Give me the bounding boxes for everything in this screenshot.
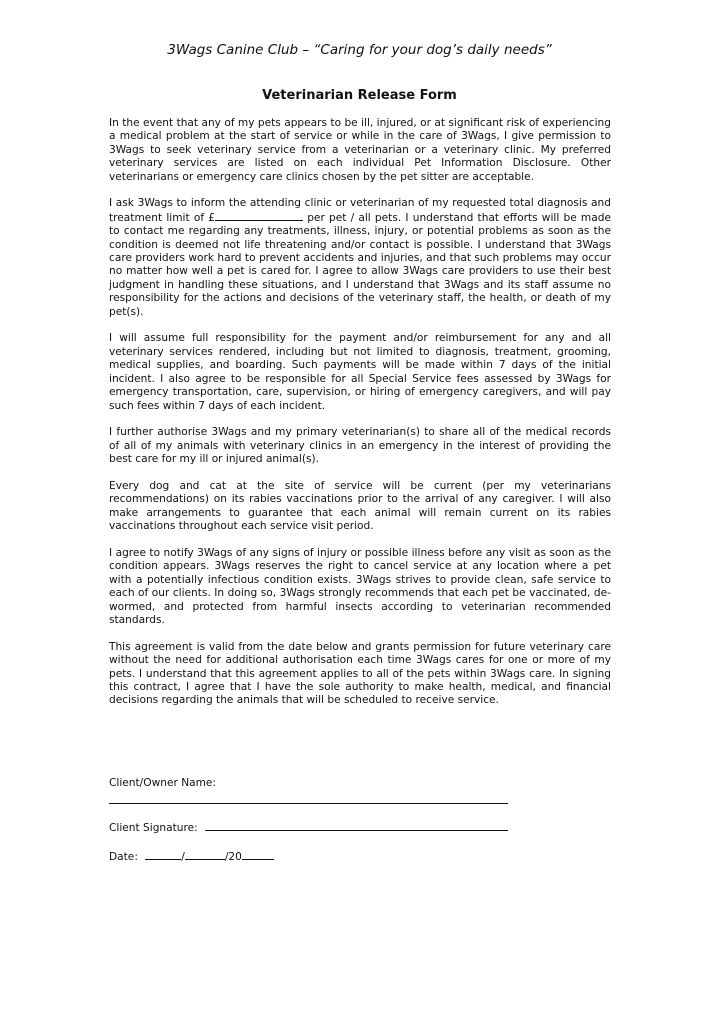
client-signature-label: Client Signature: bbox=[109, 822, 198, 834]
paragraph-2 bbox=[109, 197, 611, 319]
client-signature-line[interactable] bbox=[205, 820, 508, 831]
date-century: 20 bbox=[228, 851, 242, 863]
treatment-limit-blank[interactable] bbox=[215, 211, 303, 221]
date-label: Date: bbox=[109, 851, 138, 863]
date-separator-2: / bbox=[224, 851, 229, 863]
paragraph-2-end: per pet / all pets. I understand that efforts will be made to contact me regarding any treatments, illness, injury, or potential problems as soon as the condition is deemed not life threatening and/or contact is possible. I understand that 3Wags care providers work hard to prevent accidents and injuries, and that such problems may occur no matter how well a pet is cared for. I agree to allow 3Wags care providers to use their best judgment in handling these situations, and I understand that 3Wags and its staff assume no responsibility for the actions and decisions of the veterinary staff, the health, or death of my pet(s). bbox=[109, 211, 611, 318]
paragraph-2-start: I ask 3Wags to inform the attending clinic or veterinarian of my requested total diagnosis and treatment limit of £ bbox=[109, 197, 611, 224]
client-name-line[interactable] bbox=[109, 793, 508, 804]
paragraph-7: This agreement is valid from the date below and grants permission for future veterinary care without the need for additional authorisation each time 3Wags cares for one or more of my pets. I understand that this agreement applies to all of the pets within 3Wags care. In signing this contract, I agree that I have the sole authority to make health, medical, and financial decisions regarding the animals that will be scheduled to receive service. bbox=[109, 640, 611, 707]
form-title: Veterinarian Release Form bbox=[262, 88, 457, 103]
client-name-label: Client/Owner Name: bbox=[109, 777, 217, 789]
paragraph-4: I further authorise 3Wags and my primary veterinarian(s) to share all of the medical records of all of my animals with veterinary clinics in an emergency in the interest of providing the best care for my ill or injured animal(s). bbox=[109, 426, 611, 466]
date-separator-1: / bbox=[181, 851, 185, 863]
date-section bbox=[109, 849, 529, 863]
client-name-section bbox=[109, 777, 529, 807]
date-month-line[interactable] bbox=[185, 849, 225, 860]
form-body bbox=[109, 117, 611, 721]
paragraph-1: In the event that any of my pets appears to be ill, injured, or at significant risk of experiencing a medical problem at the start of service or while in the care of 3Wags, I give permission to 3Wags to seek veterinary service from a veterinarian or a veterinary clinic. My preferred veterinary services are listed on each individual Pet Information Disclosure. Other veterinarians or emergency care clinics chosen by the pet sitter are acceptable. bbox=[109, 117, 611, 183]
paragraph-5: Every dog and cat at the site of service will be current (per my veterinarians recommendations) on its rabies vaccinations prior to the arrival of any caregiver. I will also make arrangements to guarantee that each animal will remain current on its rabies vaccinations throughout each service visit period. bbox=[109, 479, 611, 533]
client-signature-section bbox=[109, 820, 529, 834]
paragraph-3: I will assume full responsibility for the payment and/or reimbursement for any and all veterinary services rendered, including but not limited to diagnosis, treatment, grooming, medical supplies, and boarding. Such payments will be made within 7 days of the initial incident. I also agree to be responsible for all Special Service fees assessed by 3Wags for emergency transportation, care, supervision, or hiring of emergency caregivers, and will pay such fees within 7 days of each incident. bbox=[109, 332, 611, 412]
date-year-line[interactable] bbox=[242, 849, 274, 860]
paragraph-6: I agree to notify 3Wags of any signs of injury or possible illness before any visit as soon as the condition appears. 3Wags reserves the right to cancel service at any location where a pet with a potentially infectious condition exists. 3Wags strives to provide clean, safe service to each of our clients. In doing so, 3Wags strongly recommends that each pet be vaccinated, de-wormed, and protected from harmful insects according to veterinarian recommended standards. bbox=[109, 546, 611, 626]
page-header: 3Wags Canine Club – “Caring for your dog’s daily needs” bbox=[167, 42, 552, 58]
date-day-line[interactable] bbox=[145, 849, 181, 860]
